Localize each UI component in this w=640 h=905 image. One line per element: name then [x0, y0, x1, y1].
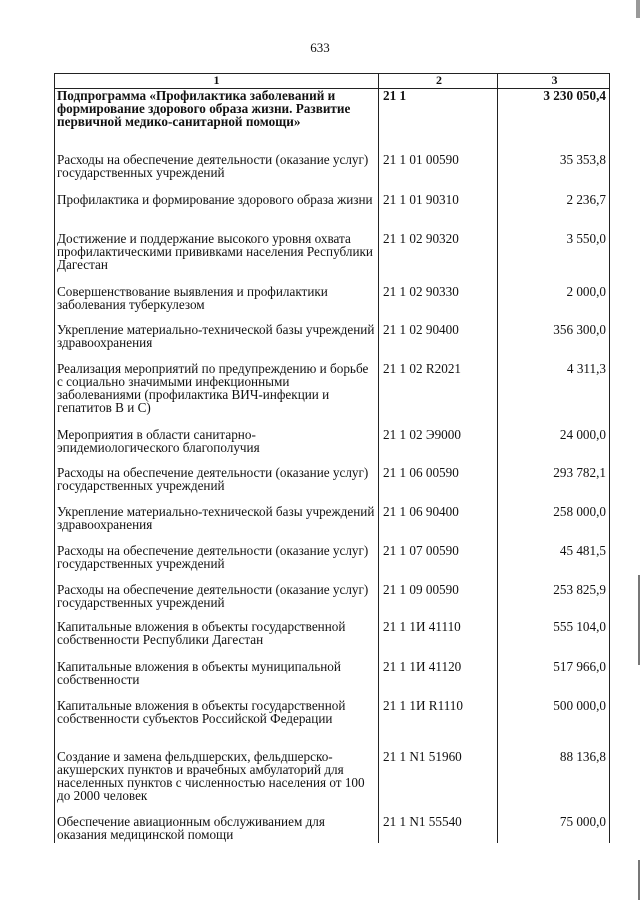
- row-name: Профилактика и формирование здорового образа жизни: [57, 192, 373, 207]
- row-amount: 45 481,5: [559, 543, 606, 558]
- row-amount: 555 104,0: [553, 619, 606, 634]
- row-name: Подпрограмма «Профилактика заболеваний и формирование здорового образа жизни. Развитие первичной медико-санитарной помощи»: [57, 88, 351, 129]
- table-border-left: [54, 73, 55, 843]
- row-code: 21 1 02 90330: [383, 284, 459, 299]
- row-amount: 2 000,0: [566, 284, 606, 299]
- row-code: 21 1 01 00590: [383, 152, 459, 167]
- row-name: Капитальные вложения в объекты государственной собственности субъектов Российской Федерации: [57, 698, 346, 726]
- row-code: 21 1 06 90400: [383, 504, 459, 519]
- row-code: 21 1 N1 51960: [383, 749, 462, 764]
- row-name: Создание и замена фельдшерских, фельдшерско-акушерских пунктов и врачебных амбулаторий для населенных пунктов с численностью населения от 100 до 2000 человек: [57, 749, 365, 803]
- table-divider-1: [378, 73, 379, 843]
- row-name: Расходы на обеспечение деятельности (оказание услуг) государственных учреждений: [57, 543, 369, 571]
- row-amount: 24 000,0: [559, 427, 606, 442]
- table-divider-2: [497, 73, 498, 843]
- row-name: Обеспечение авиационным обслуживанием для оказания медицинской помощи: [57, 814, 325, 842]
- row-amount: 35 353,8: [559, 152, 606, 167]
- header-col-2: 2: [436, 73, 442, 87]
- row-name: Расходы на обеспечение деятельности (оказание услуг) государственных учреждений: [57, 152, 369, 180]
- row-amount: 3 550,0: [566, 231, 606, 246]
- row-code: 21 1 07 00590: [383, 543, 459, 558]
- row-name: Укрепление материально-технической базы учреждений здравоохранения: [57, 504, 375, 532]
- row-amount: 2 236,7: [566, 192, 606, 207]
- row-code: 21 1 01 90310: [383, 192, 459, 207]
- row-amount: 75 000,0: [559, 814, 606, 829]
- header-col-3: 3: [551, 73, 558, 87]
- row-amount: 517 966,0: [553, 659, 606, 674]
- row-name: Укрепление материально-технической базы учреждений здравоохранения: [57, 322, 375, 350]
- row-code: 21 1 N1 55540: [383, 814, 462, 829]
- row-amount: 356 300,0: [553, 322, 606, 337]
- header-col-1: 1: [213, 73, 220, 87]
- row-code: 21 1: [383, 88, 407, 103]
- row-code: 21 1 02 90320: [383, 231, 459, 246]
- row-amount: 293 782,1: [553, 465, 606, 480]
- row-code: 21 1 1И 41110: [383, 619, 461, 634]
- row-amount: 500 000,0: [553, 698, 606, 713]
- page-number: 633: [310, 40, 330, 55]
- row-name: Реализация мероприятий по предупреждению и борьбе с социально значимыми инфекционными заболеваниями (профилактика ВИЧ-инфекции и гепатитов В и С): [57, 361, 369, 415]
- row-code: 21 1 09 00590: [383, 582, 459, 597]
- row-name: Капитальные вложения в объекты государственной собственности Республики Дагестан: [57, 619, 346, 647]
- row-name: Мероприятия в области санитарно-эпидемиологического благополучия: [57, 427, 260, 455]
- row-name: Достижение и поддержание высокого уровня охвата профилактическими прививками населения Республики Дагестан: [57, 231, 373, 272]
- scan-edge-mark: [636, 0, 640, 18]
- table-header: [54, 74, 610, 89]
- row-amount: 258 000,0: [553, 504, 606, 519]
- budget-table: [54, 73, 610, 89]
- row-name: Расходы на обеспечение деятельности (оказание услуг) государственных учреждений: [57, 582, 369, 610]
- row-name: Совершенствование выявления и профилактики заболевания туберкулезом: [57, 284, 328, 312]
- row-name: Капитальные вложения в объекты муниципальной собственности: [57, 659, 341, 687]
- row-code: 21 1 06 00590: [383, 465, 459, 480]
- row-amount: 4 311,3: [566, 361, 606, 376]
- row-code: 21 1 1И 41120: [383, 659, 462, 674]
- row-amount: 253 825,9: [553, 582, 606, 597]
- row-code: 21 1 02 Э9000: [383, 427, 461, 442]
- row-amount: 3 230 050,4: [543, 88, 606, 103]
- row-code: 21 1 02 90400: [383, 322, 459, 337]
- row-code: 21 1 1И R1110: [383, 698, 463, 713]
- table-border-right: [609, 73, 610, 843]
- row-name: Расходы на обеспечение деятельности (оказание услуг) государственных учреждений: [57, 465, 369, 493]
- row-amount: 88 136,8: [559, 749, 606, 764]
- row-code: 21 1 02 R2021: [383, 361, 462, 376]
